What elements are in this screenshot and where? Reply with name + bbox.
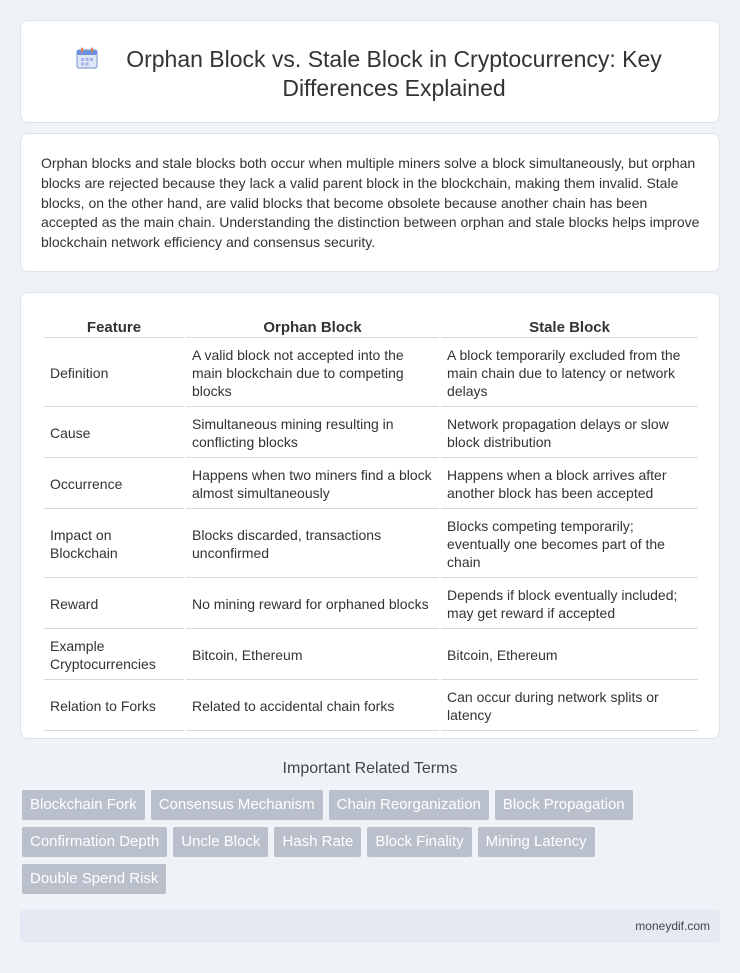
- comparison-card: [20, 292, 720, 739]
- title-card: [20, 20, 720, 123]
- table-row: [44, 682, 698, 731]
- header-orphan-block: Orphan Block: [186, 317, 439, 338]
- feature-cell: Cause: [44, 409, 184, 458]
- orphan-cell: Happens when two miners find a block almost simultaneously: [186, 460, 439, 509]
- term-tag[interactable]: Uncle Block: [173, 827, 268, 857]
- orphan-cell: Related to accidental chain forks: [186, 682, 439, 731]
- stale-cell: Bitcoin, Ethereum: [441, 631, 698, 680]
- table-header-row: [44, 317, 698, 338]
- term-tag[interactable]: Chain Reorganization: [329, 790, 489, 820]
- orphan-cell: A valid block not accepted into the main blockchain due to competing blocks: [186, 340, 439, 407]
- intro-paragraph: Orphan blocks and stale blocks both occur when multiple miners solve a block simultaneously, but orphan blocks are rejected because they lack a valid parent block in the blockchain, making them invalid. Stale blocks, on the other hand, are valid blocks that become obsolete because another chain has been accepted as the main chain. Understanding the distinction between orphan and stale blocks helps improve blockchain network efficiency and consensus security.: [41, 155, 700, 251]
- term-tag[interactable]: Block Finality: [367, 827, 471, 857]
- feature-cell: Example Cryptocurrencies: [44, 631, 184, 680]
- feature-cell: Occurrence: [44, 460, 184, 509]
- stale-cell: Happens when a block arrives after another block has been accepted: [441, 460, 698, 509]
- term-tag[interactable]: Double Spend Risk: [22, 864, 166, 894]
- comparison-table: [42, 315, 700, 733]
- table-row: [44, 409, 698, 458]
- stale-cell: Can occur during network splits or latency: [441, 682, 698, 731]
- term-tag[interactable]: Hash Rate: [274, 827, 361, 857]
- orphan-cell: Bitcoin, Ethereum: [186, 631, 439, 680]
- header-feature: Feature: [44, 317, 184, 338]
- footer-site[interactable]: moneydif.com: [635, 919, 710, 933]
- term-tag[interactable]: Consensus Mechanism: [151, 790, 323, 820]
- orphan-cell: Simultaneous mining resulting in conflicting blocks: [186, 409, 439, 458]
- related-terms-heading: Important Related Terms: [282, 760, 458, 777]
- feature-cell: Impact on Blockchain: [44, 511, 184, 578]
- footer: [20, 910, 720, 943]
- table-row: [44, 631, 698, 680]
- stale-cell: Blocks competing temporarily; eventually one becomes part of the chain: [441, 511, 698, 578]
- term-tag[interactable]: Block Propagation: [495, 790, 633, 820]
- page-title: Orphan Block vs. Stale Block in Cryptocurrency: Key Differences Explained: [126, 46, 662, 101]
- table-row: [44, 580, 698, 629]
- stale-cell: A block temporarily excluded from the main chain due to latency or network delays: [441, 340, 698, 407]
- term-tag[interactable]: Confirmation Depth: [22, 827, 167, 857]
- table-row: [44, 460, 698, 509]
- table-row: [44, 511, 698, 578]
- feature-cell: Relation to Forks: [44, 682, 184, 731]
- header-stale-block: Stale Block: [441, 317, 698, 338]
- related-terms-list: [22, 790, 682, 894]
- term-tag[interactable]: Mining Latency: [478, 827, 595, 857]
- stale-cell: Network propagation delays or slow block distribution: [441, 409, 698, 458]
- stale-cell: Depends if block eventually included; may get reward if accepted: [441, 580, 698, 629]
- table-row: [44, 340, 698, 407]
- feature-cell: Reward: [44, 580, 184, 629]
- feature-cell: Definition: [44, 340, 184, 407]
- orphan-cell: Blocks discarded, transactions unconfirmed: [186, 511, 439, 578]
- term-tag[interactable]: Blockchain Fork: [22, 790, 145, 820]
- orphan-cell: No mining reward for orphaned blocks: [186, 580, 439, 629]
- intro-card: [20, 133, 720, 272]
